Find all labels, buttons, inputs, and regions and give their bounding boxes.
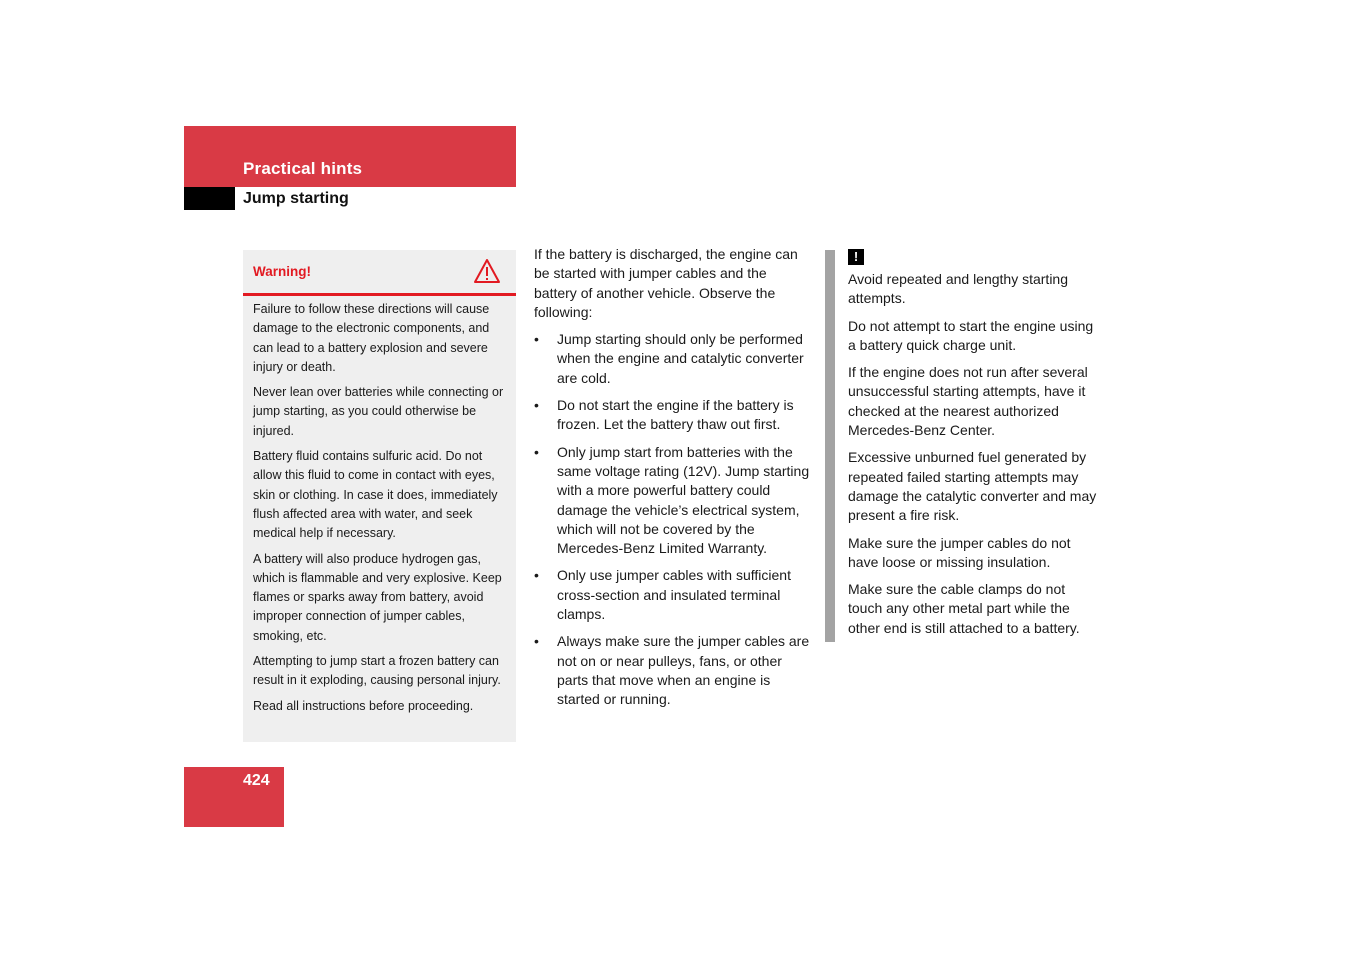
page-number: 424	[243, 772, 270, 789]
warning-paragraph: Read all instructions before proceeding.	[253, 698, 474, 713]
list-item	[534, 632, 810, 709]
section-marker	[184, 187, 235, 210]
note-paragraph: If the engine does not run after several unsuccessful starting attempts, have it checked at the nearest authorized Mercedes-Benz Center.	[848, 364, 1088, 439]
warning-paragraph: Battery fluid contains sulfuric acid. Do not allow this fluid to come in contact with eyes, skin or clothing. In case it does, immediately flush affected area with water, and seek medical help if necessary.	[253, 449, 498, 541]
bullet-icon: •	[534, 331, 539, 348]
note-paragraph: Make sure the cable clamps do not touch any other metal part while the other end is still attached to a battery.	[848, 581, 1080, 636]
bullet-icon: •	[534, 443, 539, 460]
note-paragraph: Do not attempt to start the engine using a battery quick charge unit.	[848, 317, 1094, 353]
list-item	[534, 396, 810, 435]
main-column	[534, 245, 810, 718]
intro-paragraph: If the battery is discharged, the engine can be started with jumper cables and the battery of another vehicle. Observe the following:	[534, 246, 798, 320]
warning-header	[243, 250, 516, 296]
list-item	[534, 566, 810, 624]
note-paragraph: Avoid repeated and lengthy starting attempts.	[848, 271, 1069, 307]
exclamation-icon: !	[848, 249, 864, 265]
note-bar	[825, 250, 835, 642]
list-item-text: Jump starting should only be performed when the engine and catalytic converter are cold.	[557, 331, 804, 386]
list-item	[534, 443, 810, 559]
warning-paragraph: A battery will also produce hydrogen gas, which is flammable and very explosive. Keep flames or sparks away from battery, avoid improper connection of jumper cables, smoking, etc.	[253, 551, 502, 643]
instruction-list	[534, 330, 810, 709]
warning-body	[253, 300, 507, 722]
bullet-icon: •	[534, 567, 539, 584]
list-item-text: Only jump start from batteries with the same voltage rating (12V). Jump starting with a more powerful battery could damage the vehicle’s electrical system, which will not be covered by the Mercedes-Benz Limited Warranty.	[557, 443, 810, 557]
warning-paragraph: Attempting to jump start a frozen battery can result in it exploding, causing personal injury.	[253, 654, 501, 688]
list-item	[534, 330, 810, 388]
subsection-title: Jump starting	[243, 190, 349, 207]
bullet-icon: •	[534, 397, 539, 414]
warning-paragraph: Never lean over batteries while connecting or jump starting, as you could otherwise be injured.	[253, 385, 504, 438]
list-item-text: Do not start the engine if the battery is frozen. Let the battery thaw out first.	[557, 397, 794, 433]
warning-paragraph: Failure to follow these directions will cause damage to the electronic components, and can lead to a battery explosion and severe injury or death.	[253, 302, 490, 374]
warning-triangle-icon	[473, 258, 501, 284]
list-item-text: Always make sure the jumper cables are not on or near pulleys, fans, or other parts that move when an engine is started or running.	[557, 633, 810, 708]
warning-box	[243, 250, 516, 742]
warning-label: Warning!	[253, 264, 311, 279]
note-paragraph: Make sure the jumper cables do not have loose or missing insulation.	[848, 534, 1071, 570]
section-title: Practical hints	[243, 159, 363, 178]
note-paragraph: Excessive unburned fuel generated by repeated failed starting attempts may damage the catalytic converter and may present a fire risk.	[848, 449, 1097, 524]
list-item-text: Only use jumper cables with sufficient cross-section and insulated terminal clamps.	[557, 567, 791, 623]
note-column	[848, 270, 1103, 646]
bullet-icon: •	[534, 633, 539, 650]
